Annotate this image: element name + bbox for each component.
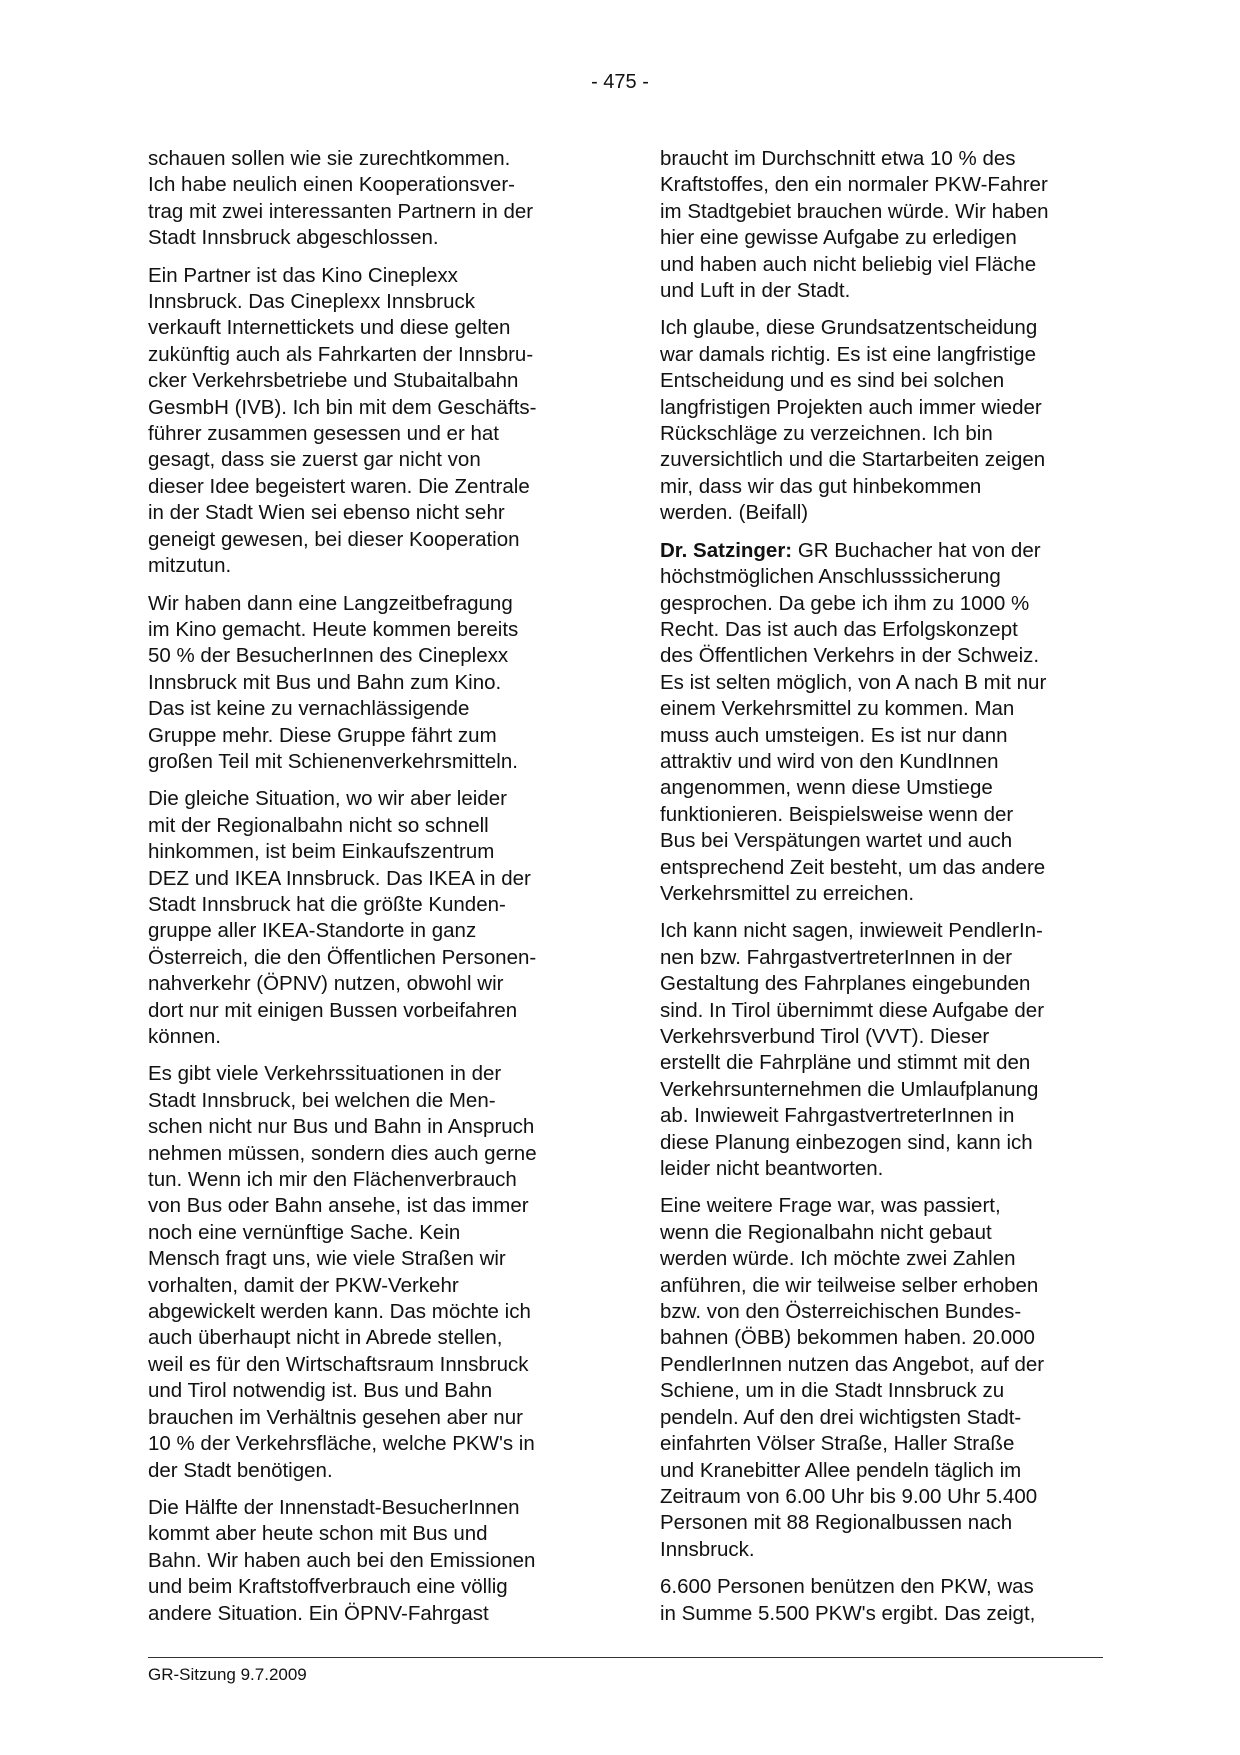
paragraph: [148, 1061, 588, 1484]
text-line: Ich kann nicht sagen, inwieweit PendlerIn-: [660, 919, 1043, 943]
text-line: Verkehrsunternehmen die Umlaufplanung: [660, 1077, 1039, 1101]
text-line: von Bus oder Bahn ansehe, ist das immer: [148, 1194, 529, 1218]
text-line: langfristigen Projekten auch immer wieder: [660, 395, 1042, 419]
text-line: Wir haben dann eine Langzeitbefragung: [148, 591, 513, 615]
text-line: Ich habe neulich einen Kooperationsver-: [148, 173, 515, 197]
page-number: - 475 -: [591, 71, 649, 93]
text-line: 50 % der BesucherInnen des Cineplexx: [148, 644, 509, 668]
text-line: Personen mit 88 Regionalbussen nach: [660, 1511, 1013, 1535]
text-line: Die gleiche Situation, wo wir aber leider: [148, 787, 507, 811]
text-line: Kraftstoffes, den ein normaler PKW-Fahrer: [660, 173, 1048, 197]
text-line: mitzutun.: [148, 554, 232, 578]
text-line: bzw. von den Österreichischen Bundes-: [660, 1300, 1022, 1324]
text-line: sind. In Tirol übernimmt diese Aufgabe der: [660, 998, 1045, 1022]
text-line: Die Hälfte der Innenstadt-BesucherInnen: [148, 1495, 520, 1519]
text-line: 6.600 Personen benützen den PKW, was: [660, 1575, 1034, 1599]
text-line: und Kranebitter Allee pendeln täglich im: [660, 1458, 1022, 1482]
text-line: trag mit zwei interessanten Partnern in der: [148, 199, 534, 223]
text-line: Ein Partner ist das Kino Cineplexx: [148, 263, 458, 287]
text-line: im Stadtgebiet brauchen würde. Wir haben: [660, 199, 1049, 223]
text-line: weil es für den Wirtschaftsraum Innsbruck: [148, 1352, 529, 1376]
text-line: 10 % der Verkehrsfläche, welche PKW's in: [148, 1432, 535, 1456]
text-line: diese Planung einbezogen sind, kann ich: [660, 1130, 1033, 1154]
text-line: höchstmöglichen Anschlusssicherung: [660, 565, 1001, 589]
text-line: einem Verkehrsmittel zu kommen. Man: [660, 697, 1015, 721]
text-line: Recht. Das ist auch das Erfolgskonzept: [660, 617, 1018, 641]
paragraph: [148, 263, 588, 580]
text-line: im Kino gemacht. Heute kommen bereits: [148, 617, 519, 641]
text-line: einfahrten Völser Straße, Haller Straße: [660, 1432, 1015, 1456]
text-line: dort nur mit einigen Bussen vorbeifahren: [148, 998, 518, 1022]
left-column: [148, 146, 588, 1638]
text-line: wenn die Regionalbahn nicht gebaut: [660, 1220, 992, 1244]
text-line: hinkommen, ist beim Einkaufszentrum: [148, 840, 495, 864]
text-line: Verkehrsmittel zu erreichen.: [660, 881, 915, 905]
text-line: zuversichtlich und die Startarbeiten zeigen: [660, 448, 1046, 472]
text-line: der Stadt benötigen.: [148, 1458, 333, 1482]
text-line: Stadt Innsbruck abgeschlossen.: [148, 226, 439, 250]
text-line: andere Situation. Ein ÖPNV-Fahrgast: [148, 1601, 489, 1625]
text-line: nen bzw. FahrgastvertreterInnen in der: [660, 945, 1013, 969]
speaker-line-text: GR Buchacher hat von der: [792, 538, 1041, 562]
text-line: Stadt Innsbruck, bei welchen die Men-: [148, 1088, 496, 1112]
text-line: schauen sollen wie sie zurechtkommen.: [148, 147, 511, 170]
text-line: verkauft Internettickets und diese gelten: [148, 316, 511, 340]
text-line: Innsbruck.: [660, 1537, 755, 1561]
text-line: PendlerInnen nutzen das Angebot, auf der: [660, 1352, 1045, 1376]
text-line: Gruppe mehr. Diese Gruppe fährt zum: [148, 723, 497, 747]
text-line: attraktiv und wird von den KundInnen: [660, 749, 999, 773]
text-line: führer zusammen gesessen und er hat: [148, 422, 499, 446]
paragraph: [660, 918, 1100, 1182]
text-line: Österreich, die den Öffentlichen Personen-: [148, 945, 537, 969]
text-line: werden würde. Ich möchte zwei Zahlen: [660, 1247, 1016, 1271]
text-line: Eine weitere Frage war, was passiert,: [660, 1194, 1001, 1218]
text-line: Rückschläge zu verzeichnen. Ich bin: [660, 422, 993, 446]
text-line: dieser Idee begeistert waren. Die Zentrale: [148, 474, 530, 498]
paragraph: [660, 146, 1100, 304]
text-line: zukünftig auch als Fahrkarten der Innsbru-: [148, 342, 534, 366]
paragraph: [660, 538, 1100, 908]
paragraph: [148, 591, 588, 776]
text-line: muss auch umsteigen. Es ist nur dann: [660, 723, 1008, 747]
text-line: Mensch fragt uns, wie viele Straßen wir: [148, 1247, 506, 1271]
paragraph: [148, 786, 588, 1050]
text-line: Entscheidung und es sind bei solchen: [660, 369, 1005, 393]
text-line: Das ist keine zu vernachlässigende: [148, 697, 470, 721]
text-line: und Luft in der Stadt.: [660, 279, 851, 303]
paragraph: [660, 1574, 1100, 1627]
text-line: und beim Kraftstoffverbrauch eine völlig: [148, 1575, 508, 1599]
text-line: bahnen (ÖBB) bekommen haben. 20.000: [660, 1326, 1035, 1350]
text-line: und haben auch nicht beliebig viel Fläche: [660, 252, 1037, 276]
paragraph: [660, 1193, 1100, 1563]
text-line: pendeln. Auf den drei wichtigsten Stadt-: [660, 1405, 1022, 1429]
text-line: Innsbruck mit Bus und Bahn zum Kino.: [148, 670, 502, 694]
text-line: leider nicht beantworten.: [660, 1157, 884, 1181]
text-line: GesmbH (IVB). Ich bin mit dem Geschäfts-: [148, 395, 537, 419]
text-line: erstellt die Fahrpläne und stimmt mit den: [660, 1051, 1031, 1075]
text-line: Es gibt viele Verkehrssituationen in der: [148, 1062, 502, 1086]
text-line: Innsbruck. Das Cineplexx Innsbruck: [148, 290, 476, 314]
text-line: und Tirol notwendig ist. Bus und Bahn: [148, 1379, 493, 1403]
text-line: gesagt, dass sie zuerst gar nicht von: [148, 448, 481, 472]
text-line: hier eine gewisse Aufgabe zu erledigen: [660, 226, 1017, 250]
text-line: mit der Regionalbahn nicht so schnell: [148, 813, 489, 837]
text-line: Stadt Innsbruck hat die größte Kunden-: [148, 892, 506, 916]
text-line: des Öffentlichen Verkehrs in der Schweiz.: [660, 644, 1040, 668]
text-line: in Summe 5.500 PKW's ergibt. Das zeigt,: [660, 1601, 1036, 1625]
text-line: Bahn. Wir haben auch bei den Emissionen: [148, 1548, 536, 1572]
text-line: in der Stadt Wien sei ebenso nicht sehr: [148, 501, 505, 525]
text-line: vorhalten, damit der PKW-Verkehr: [148, 1273, 459, 1297]
speaker-name: Dr. Satzinger:: [660, 538, 793, 562]
text-line: geneigt gewesen, bei dieser Kooperation: [148, 527, 520, 551]
text-line: gesprochen. Da gebe ich ihm zu 1000 %: [660, 591, 1030, 615]
text-line: entsprechend Zeit besteht, um das andere: [660, 855, 1046, 879]
paragraph: [660, 315, 1100, 526]
text-line: Ich glaube, diese Grundsatzentscheidung: [660, 316, 1038, 340]
text-line: Verkehrsverbund Tirol (VVT). Dieser: [660, 1025, 990, 1048]
text-line: brauchen im Verhältnis gesehen aber nur: [148, 1405, 523, 1429]
text-line: großen Teil mit Schienenverkehrsmitteln.: [148, 749, 518, 773]
text-line: ab. Inwieweit FahrgastvertreterInnen in: [660, 1104, 1015, 1128]
text-line: können.: [148, 1025, 221, 1048]
text-line: kommt aber heute schon mit Bus und: [148, 1522, 488, 1546]
text-line: nehmen müssen, sondern dies auch gerne: [148, 1141, 537, 1165]
text-line: Gestaltung des Fahrplanes eingebunden: [660, 972, 1031, 996]
text-line: DEZ und IKEA Innsbruck. Das IKEA in der: [148, 866, 531, 890]
text-line: funktionieren. Beispielsweise wenn der: [660, 802, 1014, 826]
text-line: auch überhaupt nicht in Abrede stellen,: [148, 1326, 503, 1350]
footer-session-date: GR-Sitzung 9.7.2009: [148, 1665, 307, 1684]
text-line: tun. Wenn ich mir den Flächenverbrauch: [148, 1168, 517, 1192]
text-line: nahverkehr (ÖPNV) nutzen, obwohl wir: [148, 972, 504, 996]
text-line: Schiene, um in die Stadt Innsbruck zu: [660, 1379, 1005, 1403]
text-line: abgewickelt werden kann. Das möchte ich: [148, 1300, 531, 1324]
text-line: Zeitraum von 6.00 Uhr bis 9.00 Uhr 5.400: [660, 1484, 1038, 1508]
text-line: noch eine vernünftige Sache. Kein: [148, 1220, 461, 1244]
text-line: angenommen, wenn diese Umstiege: [660, 776, 993, 800]
paragraph: [148, 1495, 588, 1627]
text-line: war damals richtig. Es ist eine langfristige: [660, 342, 1036, 366]
text-line: Bus bei Verspätungen wartet und auch: [660, 829, 1013, 853]
text-line: schen nicht nur Bus und Bahn in Anspruch: [148, 1115, 535, 1139]
speaker-line: [660, 538, 1100, 564]
text-line: cker Verkehrsbetriebe und Stubaitalbahn: [148, 369, 519, 393]
text-line: Es ist selten möglich, von A nach B mit nur: [660, 670, 1047, 694]
text-line: anführen, die wir teilweise selber erhoben: [660, 1273, 1039, 1297]
text-line: werden. (Beifall): [660, 501, 809, 525]
footer-divider: [148, 1657, 1103, 1658]
text-line: gruppe aller IKEA-Standorte in ganz: [148, 919, 477, 943]
right-column: [660, 146, 1100, 1638]
text-line: mir, dass wir das gut hinbekommen: [660, 474, 982, 498]
paragraph: [148, 146, 588, 252]
text-line: braucht im Durchschnitt etwa 10 % des: [660, 147, 1016, 170]
